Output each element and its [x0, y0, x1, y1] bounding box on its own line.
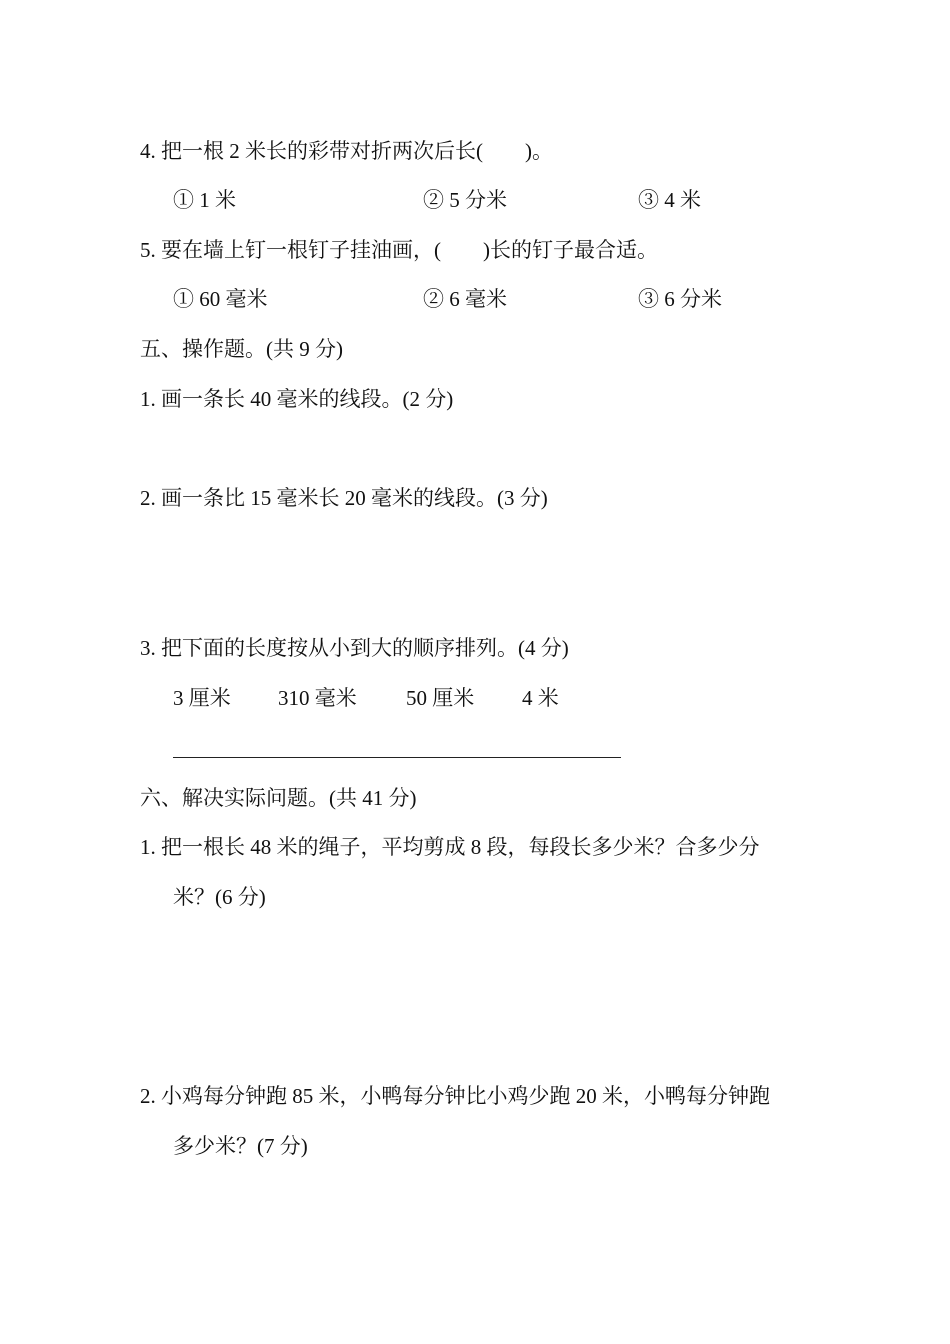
section-6-title: 六、解决实际问题。(共 41 分)	[140, 786, 417, 810]
section-5-title: 五、操作题。(共 9 分)	[140, 337, 343, 361]
q4-option-1: ① 1 米	[173, 188, 236, 212]
length-item: 4 米	[522, 686, 559, 710]
section-5-question-1: 1. 画一条长 40 毫米的线段。(2 分)	[140, 387, 454, 411]
q5-option-3: ③ 6 分米	[638, 287, 722, 311]
length-item: 3 厘米	[173, 686, 231, 710]
question-4: 4. 把一根 2 米长的彩带对折两次后长( )。	[140, 139, 553, 163]
section-5-question-3: 3. 把下面的长度按从小到大的顺序排列。(4 分)	[140, 636, 569, 660]
section-6-question-2: 2. 小鸡每分钟跑 85 米，小鸭每分钟比小鸡少跑 20 米，小鸭每分钟跑	[140, 1084, 770, 1108]
section-6-question-1-cont: 米？(6 分)	[173, 885, 266, 909]
answer-blank-line	[173, 757, 621, 758]
section-6-question-1: 1. 把一根长 48 米的绳子，平均剪成 8 段，每段长多少米？合多少分	[140, 835, 760, 859]
section-5-question-2: 2. 画一条比 15 毫米长 20 毫米的线段。(3 分)	[140, 486, 548, 510]
length-item: 50 厘米	[406, 686, 475, 710]
question-5: 5. 要在墙上钉一根钉子挂油画，( )长的钉子最合适。	[140, 238, 658, 262]
q4-option-2: ② 5 分米	[423, 188, 507, 212]
q5-option-1: ① 60 毫米	[173, 287, 268, 311]
q4-option-3: ③ 4 米	[638, 188, 701, 212]
q5-option-2: ② 6 毫米	[423, 287, 507, 311]
section-6-question-2-cont: 多少米？(7 分)	[173, 1134, 308, 1158]
length-item: 310 毫米	[278, 686, 357, 710]
